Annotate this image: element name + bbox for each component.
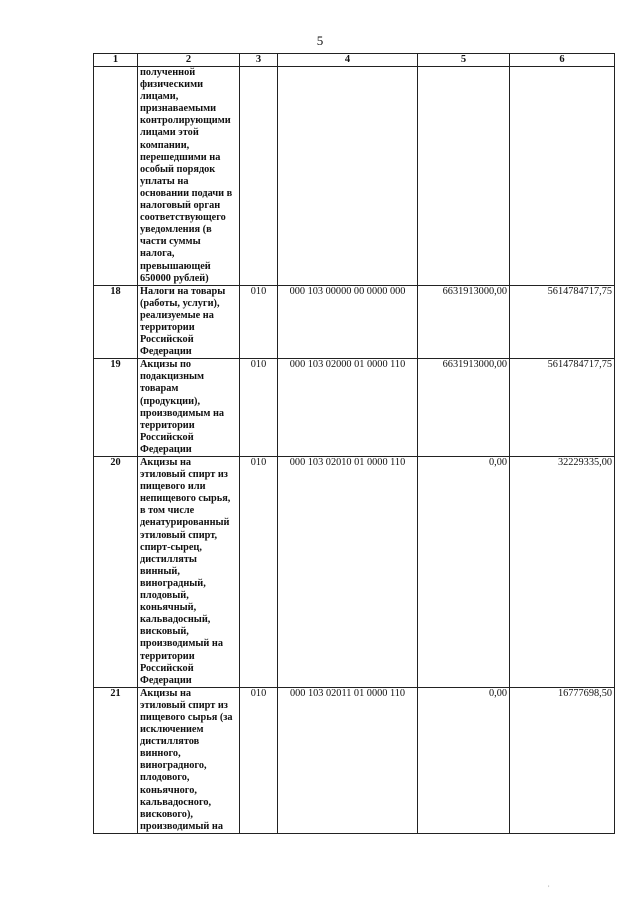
table-row: [94, 687, 615, 833]
table-row: [94, 457, 615, 688]
column-header-5: 5: [418, 54, 510, 67]
row-description: [138, 687, 240, 833]
row-line-code: 010: [240, 687, 278, 833]
row-line-code: 010: [240, 359, 278, 457]
row-number: 20: [94, 457, 138, 688]
row-line-code: 010: [240, 457, 278, 688]
row-fact-amount: 5614784717,75: [510, 285, 615, 359]
row-description-text: Налоги на товары (работы, услуги), реализуемые на территории Российской Федерации: [140, 285, 226, 358]
row-description: [138, 285, 240, 359]
row-budget-code: 000 103 02000 01 0000 110: [278, 359, 418, 457]
scan-mark: ,: [548, 882, 550, 888]
column-header-2: 2: [138, 54, 240, 67]
row-line-code: 010: [240, 285, 278, 359]
row-budget-code: [278, 67, 418, 286]
table-row: [94, 67, 615, 286]
row-fact-amount: 32229335,00: [510, 457, 615, 688]
column-header-3: 3: [240, 54, 278, 67]
row-budget-code: 000 103 02011 01 0000 110: [278, 687, 418, 833]
column-header-1: 1: [94, 54, 138, 67]
row-plan-amount: 0,00: [418, 687, 510, 833]
row-number: [94, 67, 138, 286]
row-budget-code: 000 103 00000 00 0000 000: [278, 285, 418, 359]
row-plan-amount: [418, 67, 510, 286]
budget-table: [93, 53, 615, 834]
row-description: [138, 67, 240, 286]
row-number: 19: [94, 359, 138, 457]
row-description: [138, 457, 240, 688]
column-number-header-row: [94, 54, 615, 67]
column-header-6: 6: [510, 54, 615, 67]
table-row: [94, 359, 615, 457]
row-budget-code: 000 103 02010 01 0000 110: [278, 457, 418, 688]
row-fact-amount: 5614784717,75: [510, 359, 615, 457]
row-fact-amount: 16777698,50: [510, 687, 615, 833]
row-description-text: Акцизы по подакцизным товарам (продукции), производимым на территории Российской Федерации: [140, 359, 225, 455]
row-plan-amount: 6631913000,00: [418, 359, 510, 457]
row-number: 18: [94, 285, 138, 359]
row-description-text: Акцизы на этиловый спирт из пищевого или непищевого сырья, в том числе денатурированный этиловый спирт, спирт-сырец, дистилляты винный, виноградный, плодовый, коньячный, кальвадосный, висковый, производимый на территории Российской Федерации: [140, 457, 231, 686]
row-number: 21: [94, 687, 138, 833]
table-row: [94, 285, 615, 359]
page-number: 5: [316, 33, 324, 48]
column-header-4: 4: [278, 54, 418, 67]
row-description: [138, 359, 240, 457]
row-plan-amount: 0,00: [418, 457, 510, 688]
row-description-text: Акцизы на этиловый спирт из пищевого сырья (за исключением дистиллятов винного, виноградного, плодового, коньячного, кальвадосного, вискового), производимый на: [140, 687, 233, 832]
row-description-text: полученной физическими лицами, признаваемыми контролирующими лицами этой компании, перешедшими на особый порядок уплаты на основании подачи в налоговый орган соответствующего уведомления (в части суммы налога, превышающей 650000 рублей): [140, 67, 233, 284]
row-fact-amount: [510, 67, 615, 286]
row-plan-amount: 6631913000,00: [418, 285, 510, 359]
row-line-code: [240, 67, 278, 286]
